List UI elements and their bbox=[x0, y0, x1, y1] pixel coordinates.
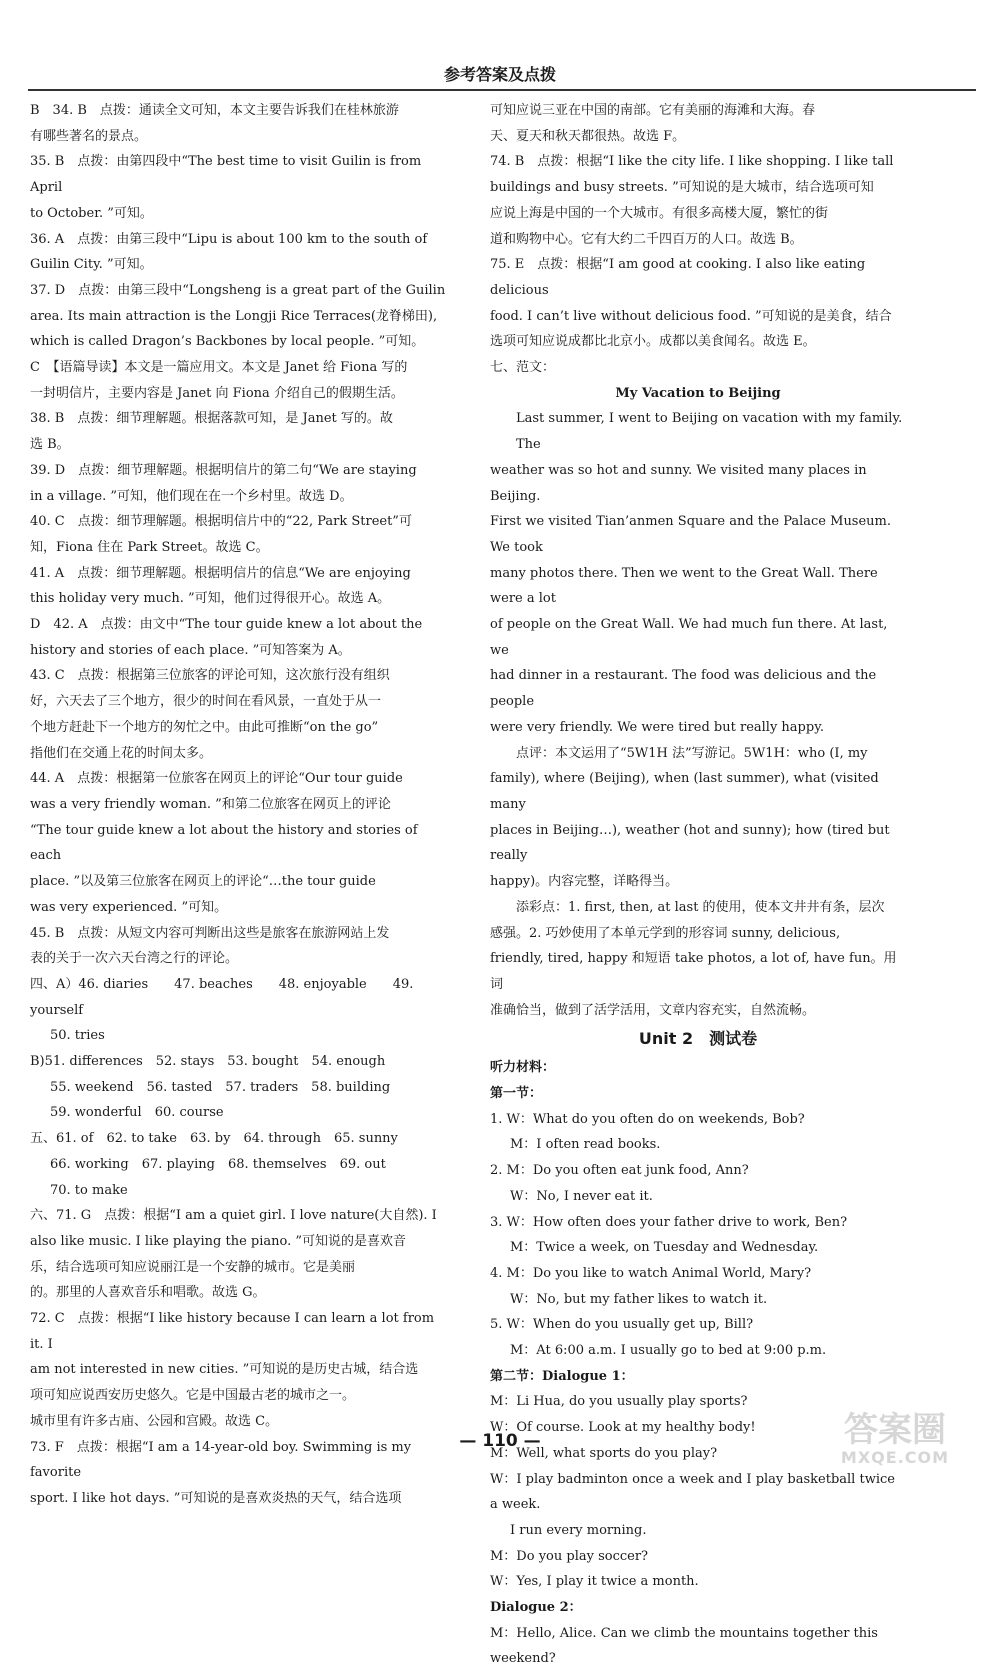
right-text-line: W：Of course. Look at my healthy body! bbox=[490, 1420, 756, 1436]
left-text-line: D 42. A 点拨：由文中“The tour guide knew a lot about the bbox=[30, 617, 423, 633]
right-text-line: 添彩点：1. first, then, at last 的使用，使本文井井有条，层次 bbox=[516, 899, 885, 915]
right-text-line: W：No, I never eat it. bbox=[510, 1188, 653, 1204]
right-text-line: 4. M：Do you like to watch Animal World, Mary? bbox=[490, 1265, 812, 1281]
right-text-line: 5. W：When do you usually get up, Bill? bbox=[490, 1317, 754, 1333]
left-text-line: B)51. differences 52. stays 53. bought 54. enough bbox=[30, 1054, 386, 1070]
left-text-line: 表的关于一次六天台湾之行的评论。 bbox=[30, 951, 239, 967]
left-text-line: 73. F 点拨：根据“I am a 14-year-old boy. Swimming is my favorite bbox=[30, 1439, 412, 1481]
right-text-line: 75. E 点拨：根据“I am good at cooking. I also like eating delicious bbox=[490, 257, 866, 298]
left-text-line: sport. I like hot days. ”可知说的是喜欢炎热的天气，结合选项 bbox=[30, 1490, 402, 1506]
left-text-line: 37. D 点拨：由第三段中“Longsheng is a great part of the Guilin bbox=[30, 282, 446, 298]
left-text-line: 五、61. of 62. to take 63. by 64. through 65. sunny bbox=[30, 1131, 398, 1147]
left-text-line: 的。那里的人喜欢音乐和唱歌。故选 G。 bbox=[30, 1285, 266, 1301]
left-text-line: 城市里有许多古庙、公园和宫殿。故选 C。 bbox=[30, 1413, 279, 1429]
right-text-line: were very friendly. We were tired but really happy. bbox=[490, 719, 824, 735]
right-text-line: W：I play badminton once a week and I play basketball twice a week. bbox=[490, 1471, 895, 1513]
right-text-line: My Vacation to Beijing bbox=[615, 385, 781, 401]
left-text-line: 43. C 点拨：根据第三位旅客的评论可知，这次旅行没有组织 bbox=[30, 668, 390, 684]
right-text-line: First we visited Tian’anmen Square and the Palace Museum. We took bbox=[490, 514, 892, 555]
right-text-line: 选项可知应说成都比北京小。成都以美食闻名。故选 E。 bbox=[490, 334, 816, 350]
right-text-line: friendly, tired, happy 和短语 take photos, a lot of, have fun。用词 bbox=[490, 951, 897, 992]
left-text-line: 66. working 67. playing 68. themselves 69. out bbox=[50, 1156, 386, 1172]
right-text-line: 应说上海是中国的一个大城市。有很多高楼大厦，繁忙的街 bbox=[490, 205, 829, 221]
left-text-line: 36. A 点拨：由第三段中“Lipu is about 100 km to the south of bbox=[30, 231, 428, 247]
left-text-line: 39. D 点拨：细节理解题。根据明信片的第二句“We are staying bbox=[30, 462, 417, 478]
right-text-line: 天、夏天和秋天都很热。故选 F。 bbox=[490, 128, 686, 144]
right-text-line: W：No, but my father likes to watch it. bbox=[510, 1291, 768, 1307]
right-text-line: buildings and busy streets. ”可知说的是大城市，结合选项可知 bbox=[490, 180, 874, 196]
left-text-line: 一封明信片，主要内容是 Janet 向 Fiona 介绍自己的假期生活。 bbox=[30, 385, 404, 401]
left-text-line: 41. A 点拨：细节理解题。根据明信片的信息“We are enjoying bbox=[30, 565, 411, 581]
right-text-line: 2. M：Do you often eat junk food, Ann? bbox=[490, 1163, 749, 1179]
right-text-line: Dialogue 2： bbox=[490, 1600, 582, 1616]
right-text-line: M：I often read books. bbox=[510, 1137, 661, 1153]
left-text-line: 项可知应说西安历史悠久。它是中国最古老的城市之一。 bbox=[30, 1388, 356, 1404]
right-text-line: many photos there. Then we went to the Great Wall. There were a lot bbox=[490, 565, 878, 607]
left-text-line: 好，六天去了三个地方，很少的时间在看风景，一直处于从一 bbox=[30, 694, 382, 710]
right-text-line: 第一节： bbox=[490, 1086, 543, 1102]
left-text-line: history and stories of each place. ”可知答案为 A。 bbox=[30, 642, 351, 658]
right-text-line: 道和购物中心。它有大约二千四百万的人口。故选 B。 bbox=[490, 231, 803, 247]
left-text-line: 72. C 点拨：根据“I like history because I can learn a lot from it. I bbox=[30, 1311, 435, 1352]
header-rule bbox=[28, 89, 976, 91]
left-text-line: was very experienced. ”可知。 bbox=[30, 899, 228, 915]
watermark-line1: 答案圈 bbox=[844, 1410, 946, 1450]
left-text-line: 有哪些著名的景点。 bbox=[30, 128, 148, 144]
left-text-line: 指他们在交通上花的时间太多。 bbox=[30, 745, 213, 761]
right-text-line: I run every morning. bbox=[510, 1522, 647, 1538]
right-text-line: 3. W：How often does your father drive to work, Ben? bbox=[490, 1214, 848, 1230]
left-text-line: 44. A 点拨：根据第一位旅客在网页上的评论“Our tour guide bbox=[30, 771, 403, 787]
left-text-line: place. ”以及第三位旅客在网页上的评论“…the tour guide bbox=[30, 874, 376, 890]
page-header-title: 参考答案及点拨 bbox=[443, 65, 556, 84]
right-text-line: M：Twice a week, on Tuesday and Wednesday. bbox=[510, 1240, 819, 1256]
page-number: — 110 — bbox=[459, 1431, 541, 1451]
watermark-line2: MXQE.COM bbox=[840, 1448, 950, 1467]
right-text-line: weather was so hot and sunny. We visited many places in Beijing. bbox=[490, 462, 867, 504]
left-text-line: also like music. I like playing the piano. ”可知说的是喜欢音 bbox=[30, 1233, 407, 1249]
right-text-line: of people on the Great Wall. We had much fun there. At last, we bbox=[490, 617, 888, 658]
watermark-logo bbox=[800, 1412, 990, 1467]
right-text-line: happy)。内容完整，详略得当。 bbox=[490, 874, 679, 890]
left-text-line: this holiday very much. ”可知，他们过得很开心。故选 A。 bbox=[30, 591, 391, 607]
left-text-line: 个地方赶赴下一个地方的匆忙之中。由此可推断“on the go” bbox=[30, 719, 379, 735]
left-text-line: in a village. ”可知，他们现在在一个乡村里。故选 D。 bbox=[30, 488, 353, 504]
right-text-line: 74. B 点拨：根据“I like the city life. I like shopping. I like tall bbox=[490, 154, 894, 170]
left-text-line: 乐，结合选项可知应说丽江是一个安静的城市。它是美丽 bbox=[30, 1259, 356, 1275]
right-text-line: Unit 2 测试卷 bbox=[638, 1029, 758, 1049]
right-text-line: places in Beijing…), weather (hot and sunny); how (tired but really bbox=[490, 822, 890, 864]
left-text-line: am not interested in new cities. ”可知说的是历史古城，结合选 bbox=[30, 1362, 419, 1378]
right-text-line: family), where (Beijing), when (last summer), what (visited many bbox=[490, 771, 879, 812]
left-text-line: 40. C 点拨：细节理解题。根据明信片中的“22, Park Street”可 bbox=[30, 514, 412, 530]
left-text-line: B 34. B 点拨：通读全文可知，本文主要告诉我们在桂林旅游 bbox=[30, 103, 399, 118]
right-text-line: M：At 6:00 a.m. I usually go to bed at 9:00 p.m. bbox=[510, 1343, 827, 1359]
left-text-line: 50. tries bbox=[50, 1028, 105, 1044]
right-text-line: M：Do you play soccer? bbox=[490, 1548, 649, 1564]
right-text-line: 七、范文： bbox=[490, 360, 556, 376]
left-text-line: 35. B 点拨：由第四段中“The best time to visit Guilin is from April bbox=[30, 154, 422, 196]
right-text-line: Last summer, I went to Beijing on vacation with my family. The bbox=[516, 411, 903, 453]
left-text-line: Guilin City. ”可知。 bbox=[30, 257, 153, 273]
left-text-line: area. Its main attraction is the Longji Rice Terraces(龙脊梯田), bbox=[30, 308, 438, 324]
left-text-line: C 【语篇导读】本文是一篇应用文。本文是 Janet 给 Fiona 写的 bbox=[30, 360, 408, 376]
left-text-line: 55. weekend 56. tasted 57. traders 58. building bbox=[50, 1079, 391, 1095]
left-text-line: 38. B 点拨：细节理解题。根据落款可知，是 Janet 写的。故 bbox=[30, 411, 393, 427]
right-text-line: M：Li Hua, do you usually play sports? bbox=[490, 1394, 748, 1410]
left-text-line: “The tour guide knew a lot about the history and stories of each bbox=[30, 822, 418, 864]
left-text-line: was a very friendly woman. ”和第二位旅客在网页上的评论 bbox=[30, 796, 391, 812]
right-text-line: 点评：本文运用了“5W1H 法”写游记。5W1H：who (I, my bbox=[516, 745, 868, 761]
right-text-line: 感强。2. 巧妙使用了本单元学到的形容词 sunny, delicious, bbox=[490, 925, 841, 941]
right-text-line: 1. W：What do you often do on weekends, Bob? bbox=[490, 1111, 805, 1127]
left-text-line: 六、71. G 点拨：根据“I am a quiet girl. I love nature(大自然). I bbox=[30, 1208, 437, 1224]
right-text-line: 第二节：Dialogue 1： bbox=[490, 1368, 634, 1384]
left-text-line: 知，Fiona 住在 Park Street。故选 C。 bbox=[30, 539, 269, 555]
left-text-line: 59. wonderful 60. course bbox=[50, 1105, 224, 1121]
left-column bbox=[30, 98, 446, 1512]
right-text-line: 听力材料： bbox=[490, 1060, 556, 1076]
right-text-line: W：Yes, I play it twice a month. bbox=[490, 1574, 699, 1590]
left-text-line: to October. ”可知。 bbox=[30, 205, 153, 221]
right-text-line: had dinner in a restaurant. The food was delicious and the people bbox=[490, 668, 877, 710]
left-text-line: 45. B 点拨：从短文内容可判断出这些是旅客在旅游网站上发 bbox=[30, 925, 390, 941]
left-text-line: which is called Dragon’s Backbones by local people. ”可知。 bbox=[30, 334, 425, 350]
right-text-line: M：Well, what sports do you play? bbox=[490, 1445, 718, 1461]
left-text-line: 70. to make bbox=[50, 1182, 128, 1198]
right-text-line: M：Hello, Alice. Can we climb the mountains together this weekend? bbox=[490, 1625, 878, 1667]
left-text-line: 四、A）46. diaries 47. beaches 48. enjoyable 49. yourself bbox=[30, 976, 414, 1018]
right-text-line: food. I can’t live without delicious food. ”可知说的是美食，结合 bbox=[490, 308, 892, 324]
left-text-line: 选 B。 bbox=[30, 437, 70, 453]
right-text-line: 可知应说三亚在中国的南部。它有美丽的海滩和大海。春 bbox=[490, 103, 816, 118]
right-text-line: 准确恰当，做到了活学活用，文章内容充实，自然流畅。 bbox=[490, 1002, 816, 1018]
